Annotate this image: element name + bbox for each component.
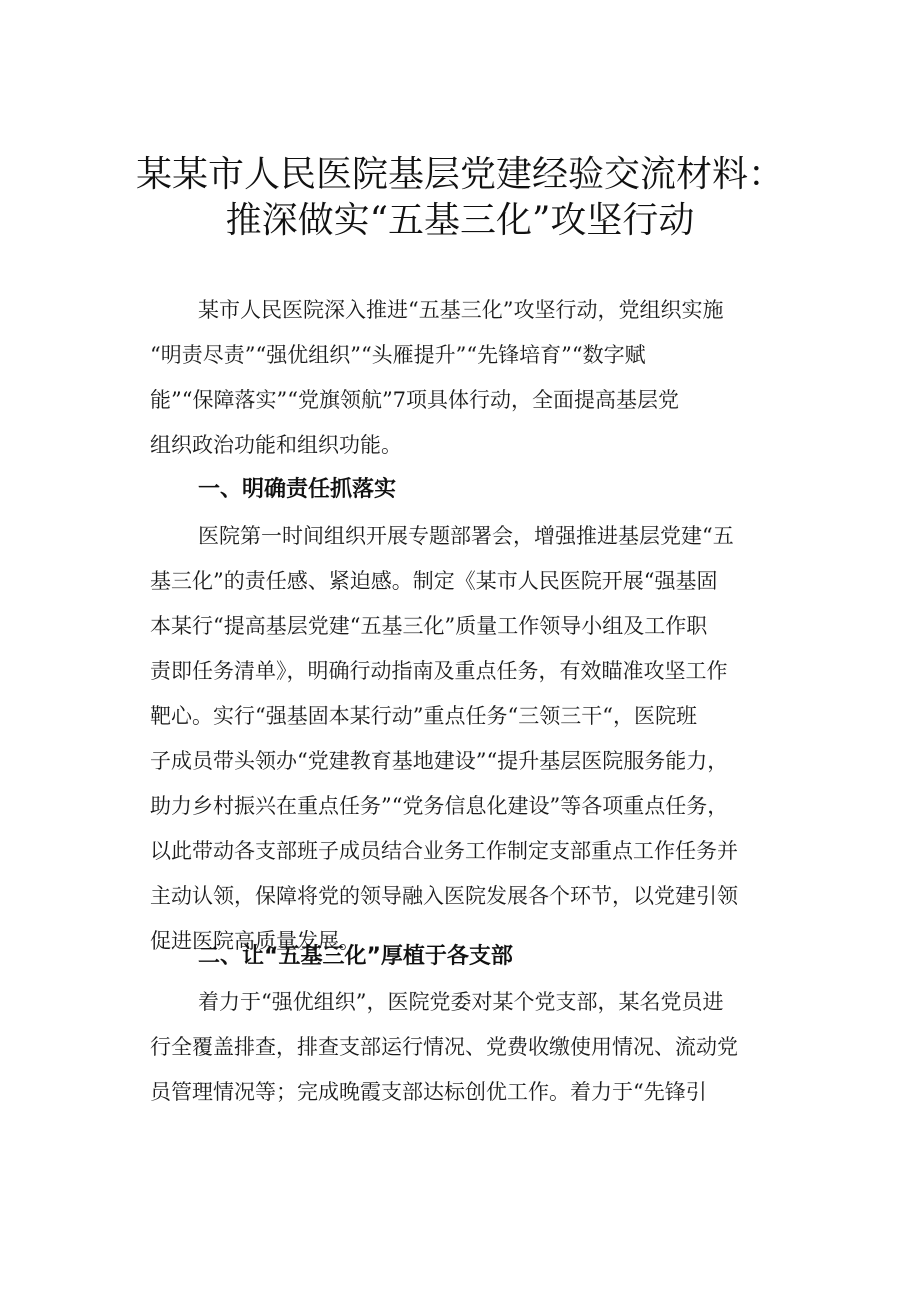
section-1-line-10: 促进医院高质量发展。 (150, 929, 360, 953)
section-1-line-4: 责即任务清单》，明确行动指南及重点任务，有效瞄准攻坚工作 (150, 659, 728, 683)
section-2-line-1: 着力于“强优组织”，医院党委对某个党支部，某名党员进 (198, 990, 724, 1014)
intro-line-3: 能”“保障落实”“党旗领航”7项具体行动，全面提高基层党 (150, 388, 680, 412)
intro-line-4: 组织政治功能和组织功能。 (150, 433, 402, 457)
section-1-heading: 一、明确责任抓落实 (198, 477, 397, 502)
section-1-line-7: 助力乡村振兴在重点任务”“党务信息化建设”等各项重点任务， (150, 794, 729, 818)
section-2-line-3: 员管理情况等；完成晚霞支部达标创优工作。着力于“先锋引 (150, 1080, 707, 1104)
section-2-heading: 二、让“五基三化”厚植于各支部 (198, 944, 513, 969)
document-title-line-2: 推深做实“五基三化”攻坚行动 (225, 200, 695, 241)
document-title-line-1: 某某市人民医院基层党建经验交流材料： (135, 154, 784, 195)
section-1-line-1: 医院第一时间组织开展专题部署会，增强推进基层党建“五 (198, 524, 734, 548)
section-1-line-9: 主动认领，保障将党的领导融入医院发展各个环节，以党建引领 (150, 884, 738, 908)
section-2-line-2: 行全覆盖排查，排查支部运行情况、党费收缴使用情况、流动党 (150, 1035, 738, 1059)
section-1-line-3: 本某行“提高基层党建“五基三化”质量工作领导小组及工作职 (150, 614, 708, 638)
section-1-line-2: 基三化”的责任感、紧迫感。制定《某市人民医院开展“强基固 (150, 569, 718, 593)
intro-line-1: 某市人民医院深入推进“五基三化”攻坚行动，党组织实施 (198, 298, 724, 322)
section-1-line-8: 以此带动各支部班子成员结合业务工作制定支部重点工作任务并 (150, 839, 738, 863)
section-1-line-5: 靶心。实行“强基固本某行动”重点任务“三领三干“，医院班 (150, 704, 697, 728)
section-1-line-6: 子成员带头领办“党建教育基地建设”“提升基层医院服务能力， (150, 749, 729, 773)
intro-line-2: “明责尽责”“强优组织”“头雁提升”“先锋培育”“数字赋 (150, 343, 646, 367)
